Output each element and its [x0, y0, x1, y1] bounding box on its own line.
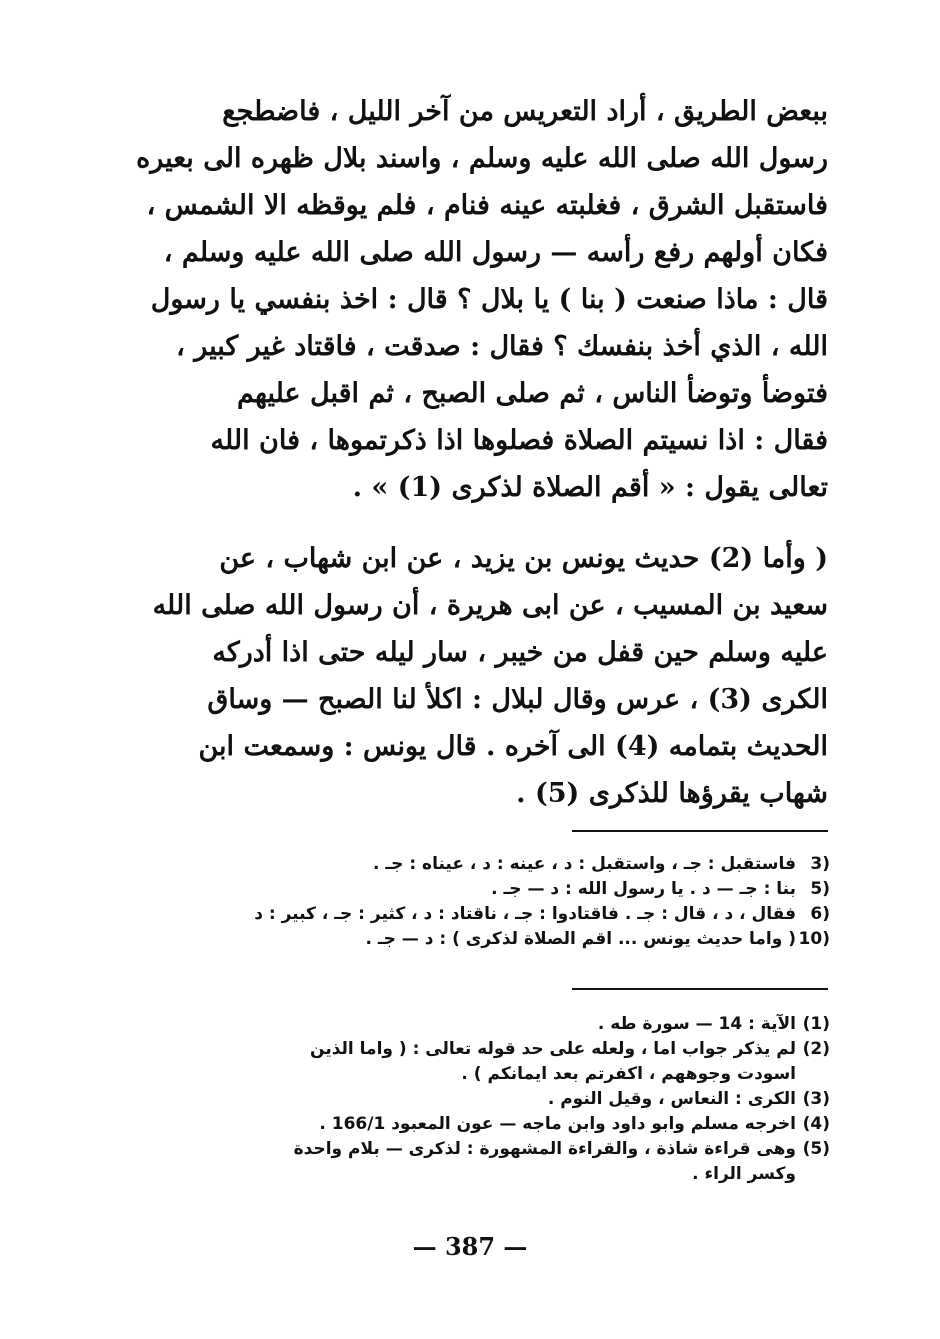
variants-divider	[572, 830, 828, 832]
footnote	[162, 1037, 830, 1062]
text-line: الحديث بتمامه (4) الى آخره . قال يونس : وسمعت ابن	[198, 731, 828, 762]
note-text: فقال ، د ، قال : جـ . فاقتادوا : جـ ، ناقتاد : د ، كثير : جـ ، كبير : د	[254, 904, 796, 924]
page-number: — 387 —	[412, 1232, 528, 1261]
variant-note	[162, 902, 830, 927]
footnote-number: (4)	[802, 1114, 830, 1134]
text-line: فاستقبل الشرق ، فغلبته عينه فنام ، فلم يوقظه الا الشمس ،	[146, 190, 828, 221]
footnote	[162, 1162, 830, 1187]
text-line: سعيد بن المسيب ، عن ابى هريرة ، أن رسول الله صلى الله	[152, 590, 828, 621]
footnotes	[162, 1012, 830, 1187]
footnote-number: (1)	[802, 1014, 830, 1034]
footnote	[162, 1137, 830, 1162]
footnote-text: اسودت وجوههم ، اكفرتم بعد ايمانكم ) .	[461, 1064, 796, 1084]
variant-note	[162, 927, 830, 952]
variant-note	[162, 852, 830, 877]
manuscript-variants	[162, 852, 830, 952]
text-line: فقال : اذا نسيتم الصلاة فصلوها اذا ذكرتموها ، فان الله	[210, 425, 828, 456]
footnote-number: (2)	[802, 1039, 830, 1059]
footnote-number: (3)	[802, 1089, 830, 1109]
footnote-text: الآية : 14 — سورة طه .	[597, 1014, 796, 1034]
text-line: ببعض الطريق ، أراد التعريس من آخر الليل ، فاضطجع	[222, 96, 828, 127]
note-text: فاستقبل : جـ ، واستقبل : د ، عينه : د ، عيناه : جـ .	[372, 854, 796, 874]
text-line: الله ، الذي أخذ بنفسك ؟ فقال : صدقت ، فاقتاد غير كبير ،	[176, 331, 828, 362]
paragraph-2	[152, 535, 828, 817]
footnote	[162, 1112, 830, 1137]
text-line: ( وأما (2) حديث يونس بن يزيد ، عن ابن شهاب ، عن	[219, 543, 828, 574]
footnote-text: الكرى : النعاس ، وقيل النوم .	[547, 1089, 796, 1109]
footnote	[162, 1087, 830, 1112]
main-text	[136, 88, 828, 817]
text-line: فتوضأ وتوضأ الناس ، ثم صلى الصبح ، ثم اقبل عليهم	[237, 378, 828, 409]
note-number: (10	[798, 929, 830, 949]
text-line: تعالى يقول : « أقم الصلاة لذكرى (1) » .	[352, 472, 828, 503]
note-text: ( واما حديث يونس ... اقم الصلاة لذكرى ) : د — جـ .	[365, 929, 796, 949]
footnote-number	[796, 1062, 830, 1087]
footnote-text: وكسر الراء .	[692, 1164, 796, 1184]
footnote-number	[796, 1162, 830, 1187]
variant-note	[162, 877, 830, 902]
footnotes-divider	[572, 988, 828, 990]
text-line: عليه وسلم حين قفل من خيبر ، سار ليله حتى اذا أدركه	[212, 637, 828, 668]
footnote-text: لم يذكر جواب اما ، ولعله على حد قوله تعالى : ( واما الذين	[310, 1039, 796, 1059]
text-line: رسول الله صلى الله عليه وسلم ، واسند بلال ظهره الى بعيره	[136, 143, 828, 174]
note-number: (6	[810, 904, 830, 924]
paragraph-1	[136, 88, 828, 511]
note-number: (5	[810, 879, 830, 899]
note-text: بنا : جـ — د . يا رسول الله : د — جـ .	[491, 879, 796, 899]
note-number: (3	[810, 854, 830, 874]
footnote-text: اخرجه مسلم وابو داود وابن ماجه — عون المعبود 166/1 .	[319, 1114, 796, 1134]
text-line: شهاب يقرؤها للذكرى (5) .	[516, 778, 828, 809]
footnote	[162, 1062, 830, 1087]
footnote-number: (5)	[802, 1139, 830, 1159]
text-line: قال : ماذا صنعت ( بنا ) يا بلال ؟ قال : اخذ بنفسي يا رسول	[150, 284, 828, 315]
text-line: فكان أولهم رفع رأسه — رسول الله صلى الله عليه وسلم ،	[163, 237, 828, 268]
footnote-text: وهى قراءة شاذة ، والقراءة المشهورة : لذكرى — بلام واحدة	[293, 1139, 796, 1159]
paragraph-spacer	[160, 511, 828, 535]
footnote	[162, 1012, 830, 1037]
text-line: الكرى (3) ، عرس وقال لبلال : اكلأ لنا الصبح — وساق	[207, 684, 828, 715]
